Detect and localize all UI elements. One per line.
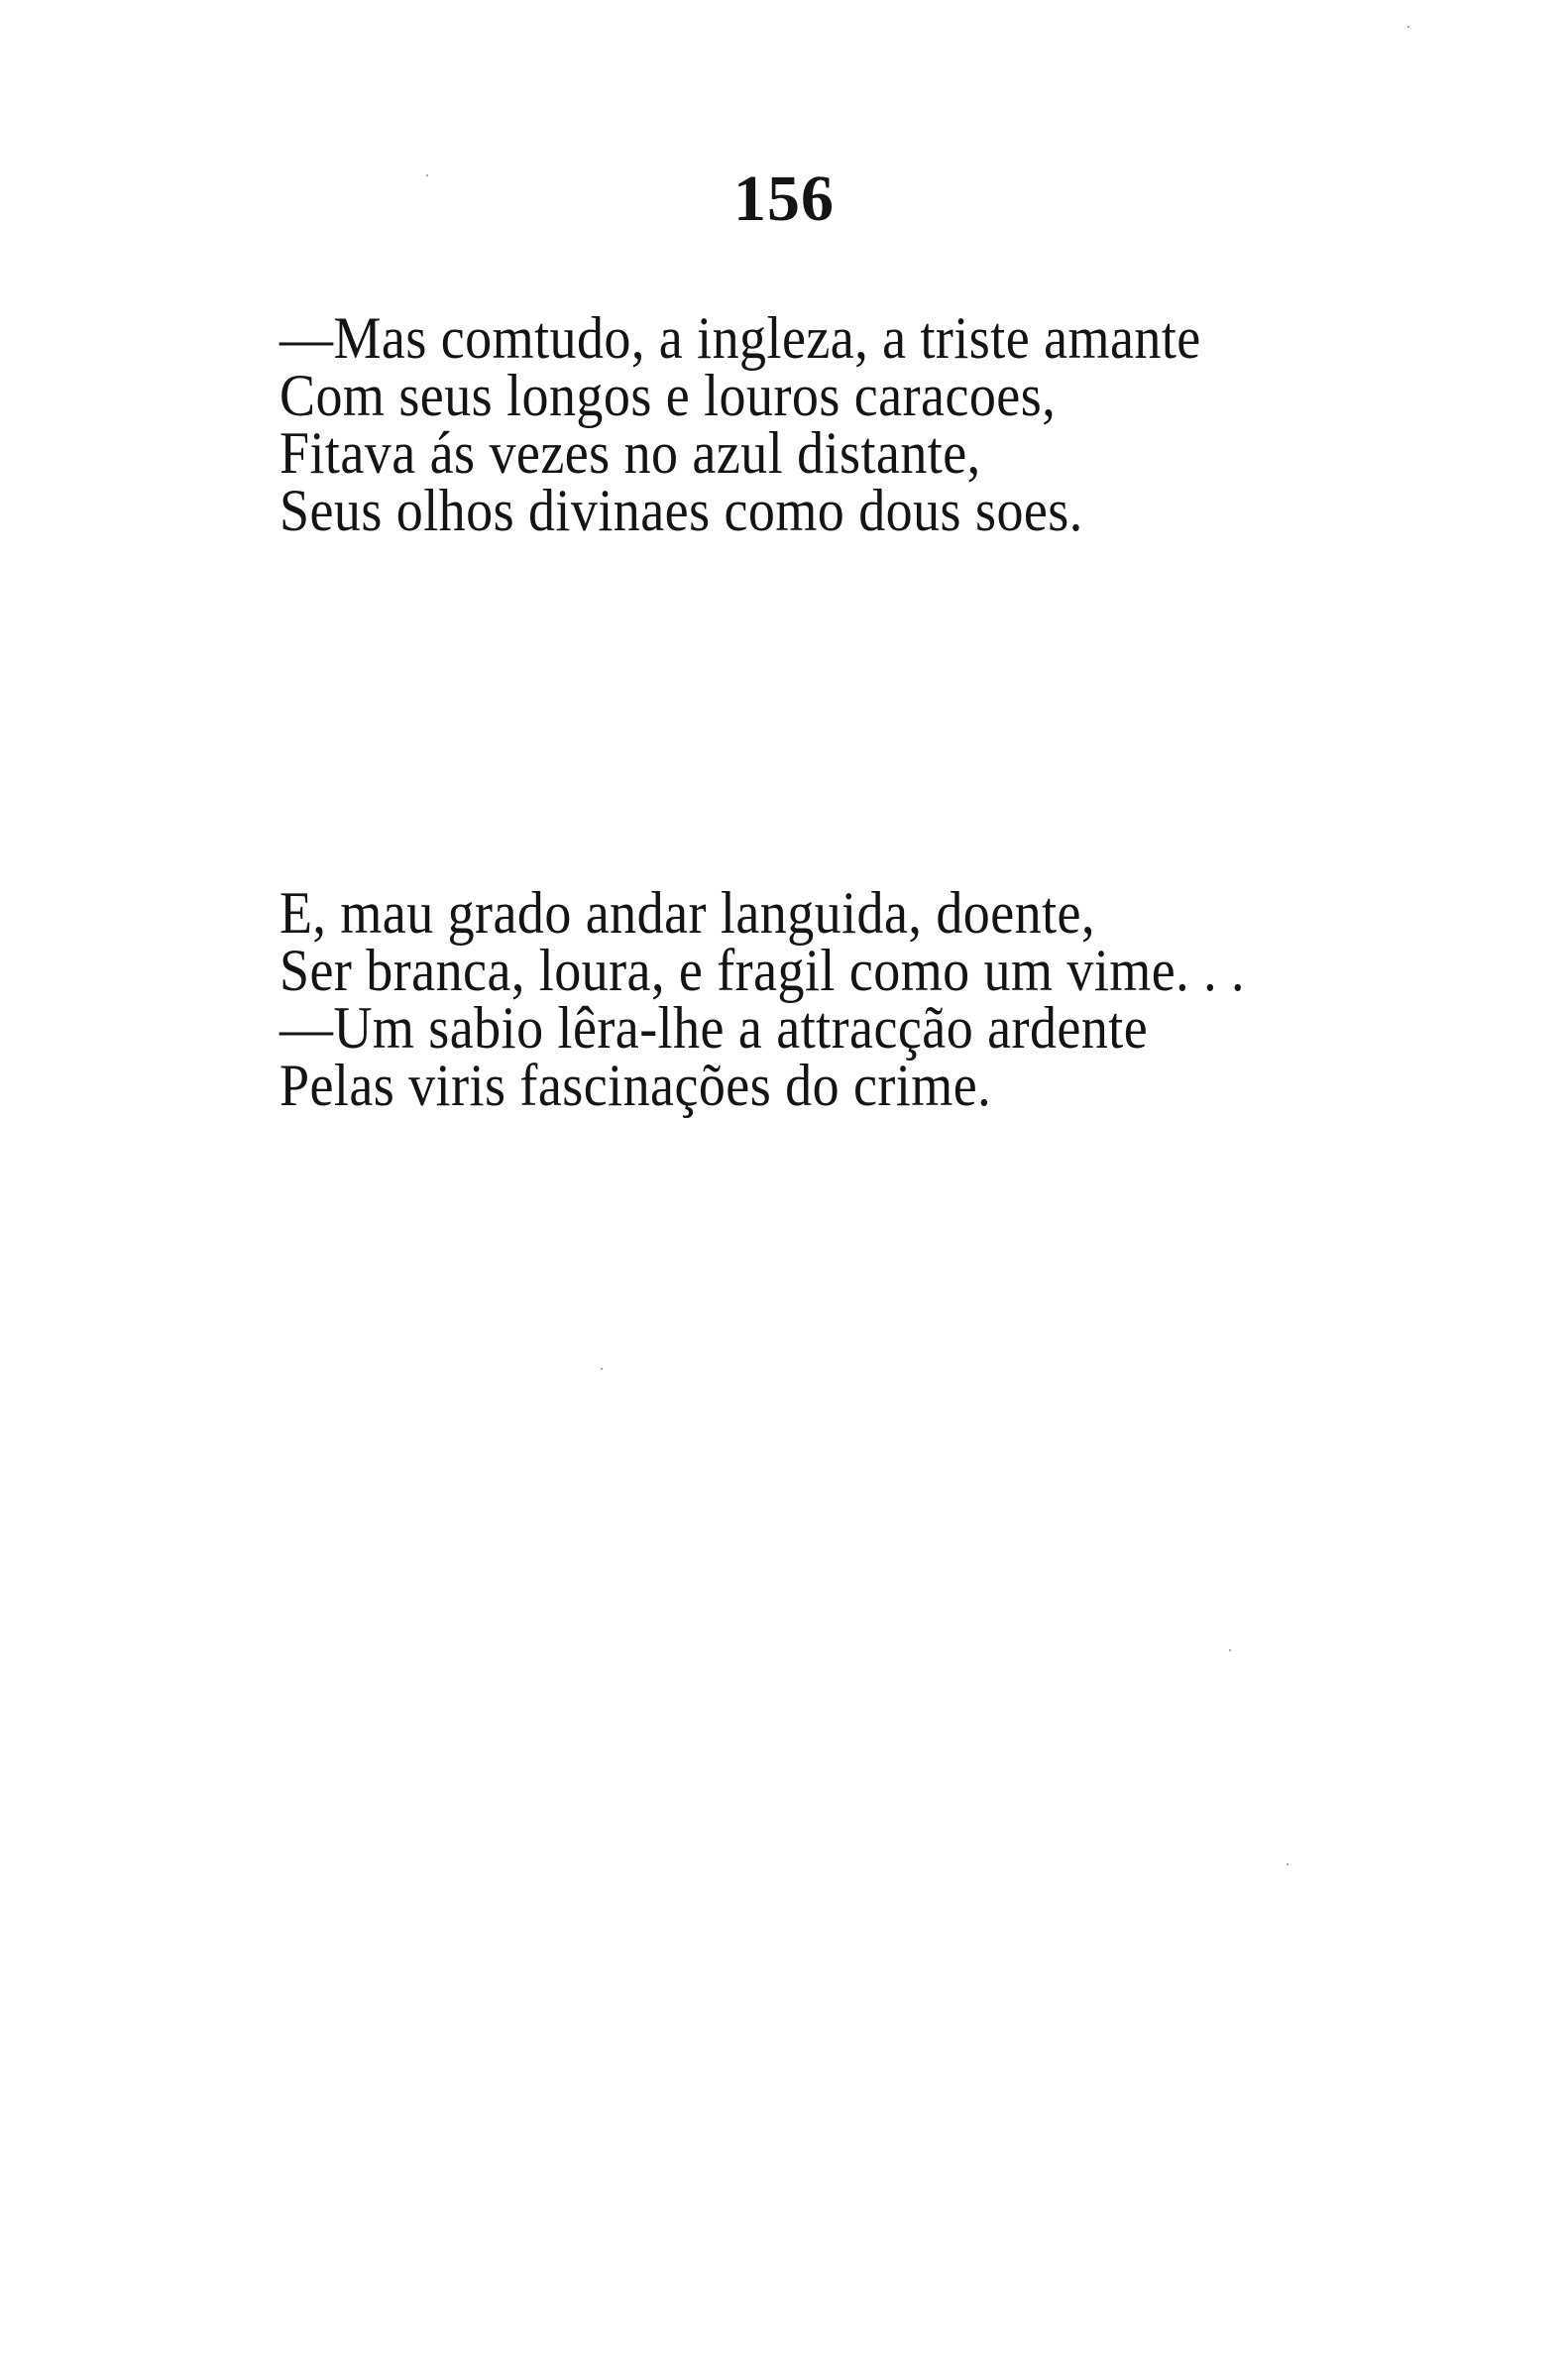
verse-line: Fitava ás vezes no azul distante, (280, 420, 981, 486)
verse-line: E, mau grado andar languida, doente, (280, 880, 1095, 946)
stanza-2 (280, 880, 1352, 1118)
page-number: 156 (733, 163, 835, 235)
stanza-1 (280, 305, 1303, 543)
verse-line: Com seus longos e louros caracoes, (280, 363, 1057, 428)
print-speck (1287, 1863, 1288, 1865)
verse-line: —Mas comtudo, a ingleza, a triste amante (280, 305, 1201, 371)
print-speck (426, 174, 428, 176)
verse-line: Seus olhos divinaes como dous soes. (280, 478, 1083, 543)
print-speck (601, 1368, 603, 1370)
verse-line: Pelas viris fascinações do crime. (280, 1053, 992, 1118)
print-speck (1229, 1649, 1231, 1651)
verse-line: —Um sabio lêra-lhe a attracção ardente (280, 995, 1149, 1061)
verse-line: Ser branca, loura, e fragil como um vime. . . (280, 938, 1245, 1003)
print-speck (1407, 26, 1409, 28)
